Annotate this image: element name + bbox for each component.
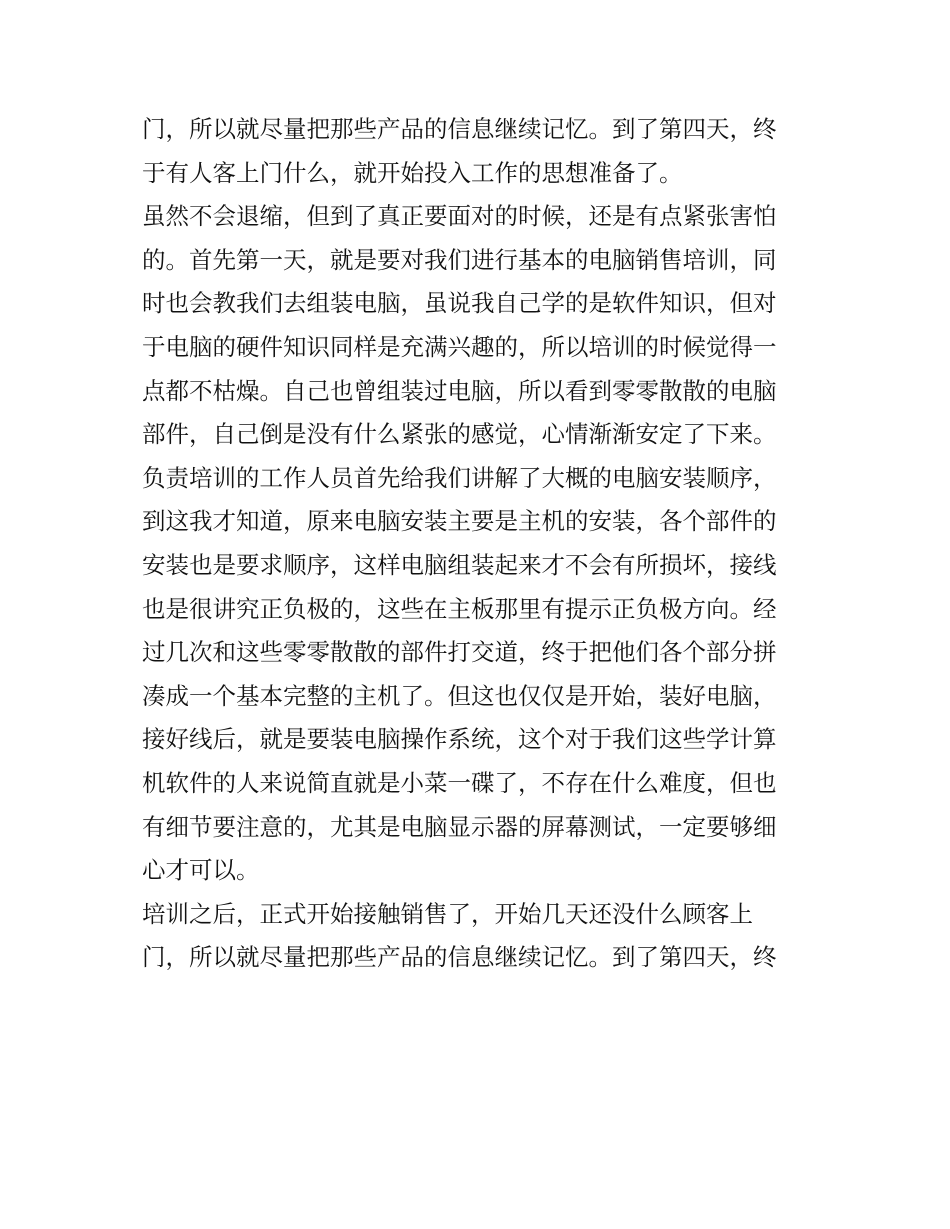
- text-line: 凑成一个基本完整的主机了。但这也仅仅是开始，装好电脑，: [142, 681, 777, 710]
- text-line: 也是很讲究正负极的，这些在主板那里有提示正负极方向。经: [142, 594, 777, 623]
- text-line: 过几次和这些零零散散的部件打交道，终于把他们各个部分拼: [142, 638, 777, 667]
- text-line: 部件，自己倒是没有什么紧张的感觉，心情渐渐安定了下来。: [142, 420, 777, 449]
- text-line: 于有人客上门什么，就开始投入工作的思想准备了。: [142, 158, 683, 187]
- text-line: 门，所以就尽量把那些产品的信息继续记忆。到了第四天，终: [142, 115, 777, 143]
- text-line: 接好线后，就是要装电脑操作系统，这个对于我们这些学计算: [142, 725, 777, 754]
- text-line: 培训之后，正式开始接触销售了，开始几天还没什么顾客上: [142, 899, 753, 928]
- text-line: 时也会教我们去组装电脑，虽说我自己学的是软件知识，但对: [142, 289, 777, 318]
- text-line: 门，所以就尽量把那些产品的信息继续记忆。到了第四天，终: [142, 943, 777, 972]
- text-line: 点都不枯燥。自己也曾组装过电脑，所以看到零零散散的电脑: [142, 376, 777, 405]
- text-line: 的。首先第一天，就是要对我们进行基本的电脑销售培训，同: [142, 245, 777, 274]
- text-line: 机软件的人来说简直就是小菜一碟了，不存在什么难度，但也: [142, 768, 777, 797]
- text-line: 心才可以。: [142, 856, 260, 885]
- text-line: 于电脑的硬件知识同样是充满兴趣的，所以培训的时候觉得一: [142, 332, 777, 361]
- text-line: 到这我才知道，原来电脑安装主要是主机的安装，各个部件的: [142, 507, 777, 536]
- text-line: 虽然不会退缩，但到了真正要面对的时候，还是有点紧张害怕: [142, 202, 777, 231]
- text-line: 有细节要注意的，尤其是电脑显示器的屏幕测试，一定要够细: [142, 812, 777, 841]
- text-line: 负责培训的工作人员首先给我们讲解了大概的电脑安装顺序，: [142, 463, 777, 492]
- body-text: [142, 108, 822, 980]
- text-line: 安装也是要求顺序，这样电脑组装起来才不会有所损坏，接线: [142, 550, 777, 579]
